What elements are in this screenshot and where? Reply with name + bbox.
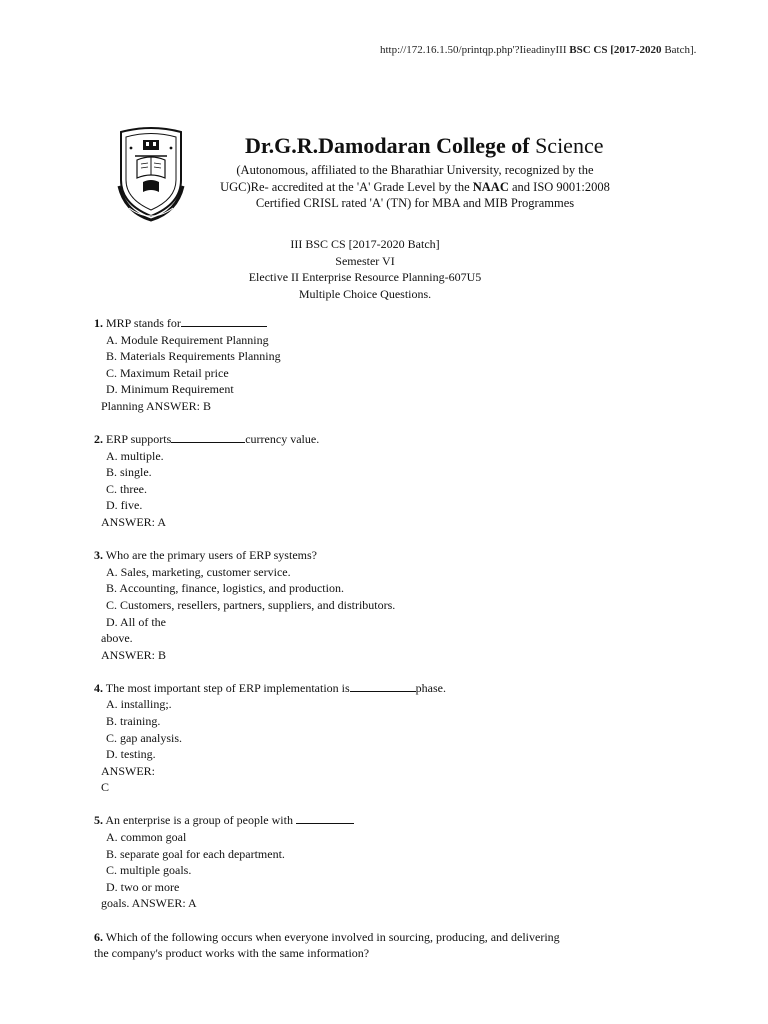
college-sub-line3: Certified CRISL rated 'A' (TN) for MBA and MIB Programmes xyxy=(255,196,575,210)
college-subtitle xyxy=(200,162,630,212)
exam-subject: Elective II Enterprise Resource Planning-607U5 xyxy=(248,270,482,284)
url-batch: [2017-2020 xyxy=(610,44,662,56)
question-5 xyxy=(94,812,654,912)
answer-line: ANSWER: B xyxy=(101,647,167,662)
college-header xyxy=(115,126,655,226)
option: A. multiple. xyxy=(106,448,164,463)
college-sub-line1: (Autonomous, affiliated to the Bharathiar University, recognized by the xyxy=(236,163,594,177)
naac-text: NAAC xyxy=(472,179,509,194)
question-4 xyxy=(94,680,654,796)
answer-blank xyxy=(296,812,354,824)
option: A. installing;. xyxy=(106,697,172,712)
option: C. multiple goals. xyxy=(106,863,192,878)
answer-line: above. xyxy=(101,631,133,646)
question-3 xyxy=(94,547,654,663)
answer-line: ANSWER: A xyxy=(101,515,167,530)
question-number: 1. xyxy=(94,316,103,330)
option: C. Maximum Retail price xyxy=(106,365,229,380)
answer-line: Planning ANSWER: B xyxy=(101,398,212,413)
question-text-tail: phase. xyxy=(415,680,446,695)
question-text: The most important step of ERP implementation is xyxy=(105,680,350,695)
question-text: Which of the following occurs when everyone involved in sourcing, producing, and delivering xyxy=(105,929,560,944)
question-text: An enterprise is a group of people with xyxy=(105,813,293,828)
question-number: 4. xyxy=(94,680,103,695)
question-number: 5. xyxy=(94,813,103,828)
option: D. Minimum Requirement xyxy=(106,382,234,397)
option: B. Materials Requirements Planning xyxy=(106,349,281,364)
exam-type: Multiple Choice Questions. xyxy=(298,286,432,301)
college-name-tail: Science xyxy=(535,133,604,158)
question-text: ERP supports xyxy=(106,432,172,447)
question-text-tail: currency value. xyxy=(245,432,320,447)
college-sub-line2-c: and ISO 9001:2008 xyxy=(511,179,610,194)
question-number: 3. xyxy=(94,548,103,563)
option: A. Module Requirement Planning xyxy=(106,332,269,347)
option: D. All of the xyxy=(106,614,166,629)
question-number: 6. xyxy=(94,929,103,944)
option: C. three. xyxy=(106,481,147,496)
url-text: http://172.16.1.50/printqp.php'?IieadinyIII xyxy=(380,44,567,56)
college-name xyxy=(245,133,603,159)
url-header xyxy=(380,44,696,56)
question-text: MRP stands for xyxy=(106,316,181,330)
question-text-line2: the company's product works with the same information? xyxy=(94,946,370,961)
option: B. single. xyxy=(106,465,152,480)
question-1 xyxy=(94,315,654,415)
question-number: 2. xyxy=(94,432,103,447)
option: A. Sales, marketing, customer service. xyxy=(106,564,291,579)
question-stem xyxy=(94,547,654,564)
answer-line: ANSWER: xyxy=(101,763,155,778)
college-sub-line2-a: UGC)Re- accredited at the 'A' Grade Level by the xyxy=(220,179,470,194)
answer-blank xyxy=(181,315,267,327)
exam-info xyxy=(200,236,530,302)
answer-line: C xyxy=(101,780,110,795)
option: B. training. xyxy=(106,713,161,728)
question-stem xyxy=(94,680,654,697)
option: B. separate goal for each department. xyxy=(106,846,285,861)
exam-semester: Semester VI xyxy=(335,253,395,268)
question-6 xyxy=(94,929,654,962)
question-stem xyxy=(94,929,654,946)
question-stem xyxy=(94,431,654,448)
url-course: BSC CS xyxy=(569,44,608,56)
college-emblem-icon xyxy=(115,126,187,222)
option: B. Accounting, finance, logistics, and production. xyxy=(106,581,344,596)
answer-blank xyxy=(350,680,416,692)
answer-line: goals. ANSWER: A xyxy=(101,896,197,911)
option: D. five. xyxy=(106,498,143,513)
option: D. testing. xyxy=(106,747,156,762)
option: D. two or more xyxy=(106,879,180,894)
question-text: Who are the primary users of ERP systems? xyxy=(105,548,317,563)
url-batch-tail: Batch]. xyxy=(664,44,697,56)
answer-blank xyxy=(171,431,245,443)
college-sub-line2 xyxy=(200,179,630,196)
option: A. common goal xyxy=(106,830,187,845)
question-2 xyxy=(94,431,654,531)
question-stem xyxy=(94,315,654,332)
option: C. Customers, resellers, partners, suppliers, and distributors. xyxy=(106,597,396,612)
exam-batch: III BSC CS [2017-2020 Batch] xyxy=(290,237,440,251)
option: C. gap analysis. xyxy=(106,730,182,745)
college-name-bold: Dr.G.R.Damodaran College of xyxy=(245,133,530,158)
question-stem xyxy=(94,812,654,829)
question-list xyxy=(94,315,654,978)
